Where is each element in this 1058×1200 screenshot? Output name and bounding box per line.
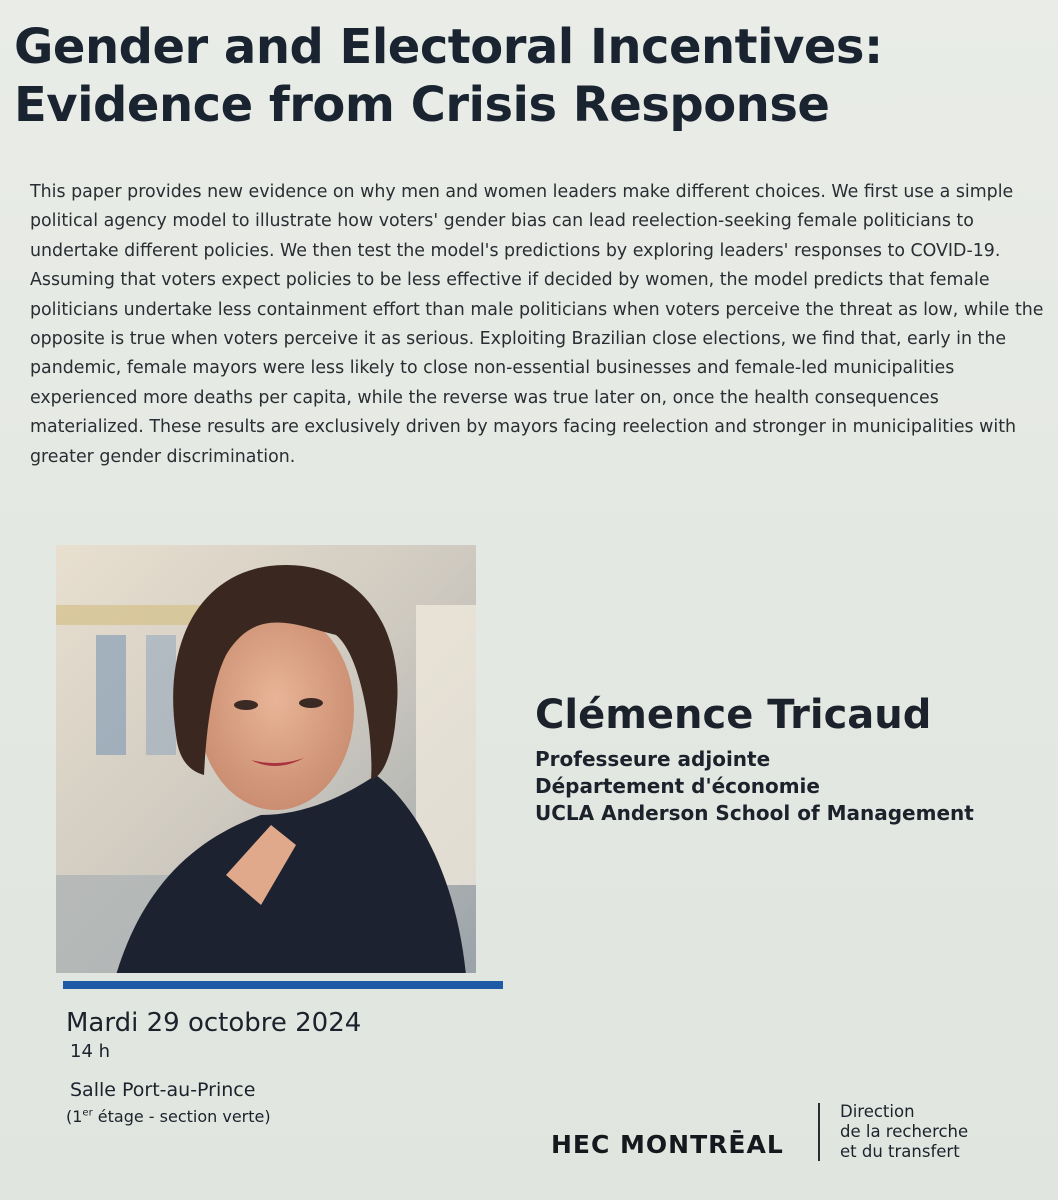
speaker-photo bbox=[56, 545, 476, 973]
speaker-department: Département d'économie bbox=[535, 774, 820, 798]
portrait-illustration bbox=[56, 545, 476, 973]
logo-divider bbox=[818, 1103, 820, 1161]
title-line-2: Evidence from Crisis Response bbox=[14, 77, 830, 133]
abstract-text: This paper provides new evidence on why men and women leaders make different choices. We first use a simple political agency model to illustrate how voters' gender bias can lead reelection-seeking female politicians to undertake different policies. We then test the model's predictions by exploring leaders' responses to COVID-19. Assuming that voters expect policies to be less effective if decided by women, the model predicts that female politicians undertake less containment effort than male politicians when voters perceive the threat as low, while the opposite is true when voters perceive it as serious. Exploiting Brazilian close elections, we find that, early in the pandemic, female mayors were less likely to close non-essential businesses and female-led municipalities experienced more deaths per capita, while the reverse was true later on, once the health consequences materialized. These results are exclusively driven by mayors facing reelection and stronger in municipalities with greater gender discrimination. bbox=[30, 182, 1044, 467]
room-detail-sup: er bbox=[82, 1107, 93, 1119]
speaker-affiliation: UCLA Anderson School of Management bbox=[535, 801, 974, 825]
event-time: 14 h bbox=[70, 1041, 111, 1062]
room-detail-post: étage - section verte) bbox=[92, 1107, 271, 1126]
speaker-role: Professeure adjointe bbox=[535, 747, 771, 771]
event-room: Salle Port-au-Prince bbox=[70, 1079, 256, 1101]
event-room-detail bbox=[66, 1107, 271, 1126]
title-line-1: Gender and Electoral Incentives: bbox=[14, 19, 883, 75]
dept-line-2: de la recherche bbox=[840, 1122, 969, 1141]
dept-line-3: et du transfert bbox=[840, 1142, 960, 1161]
dept-line-1: Direction bbox=[840, 1102, 915, 1121]
speaker-details bbox=[535, 746, 974, 827]
room-detail-pre: (1 bbox=[66, 1107, 83, 1126]
event-date: Mardi 29 octobre 2024 bbox=[66, 1008, 362, 1038]
research-direction-label bbox=[840, 1102, 968, 1162]
speaker-name: Clémence Tricaud bbox=[535, 692, 932, 738]
blue-divider-bar bbox=[63, 981, 503, 989]
hec-montreal-logo: HEC MONTRĒAL bbox=[551, 1130, 784, 1159]
poster-title bbox=[14, 18, 1054, 134]
